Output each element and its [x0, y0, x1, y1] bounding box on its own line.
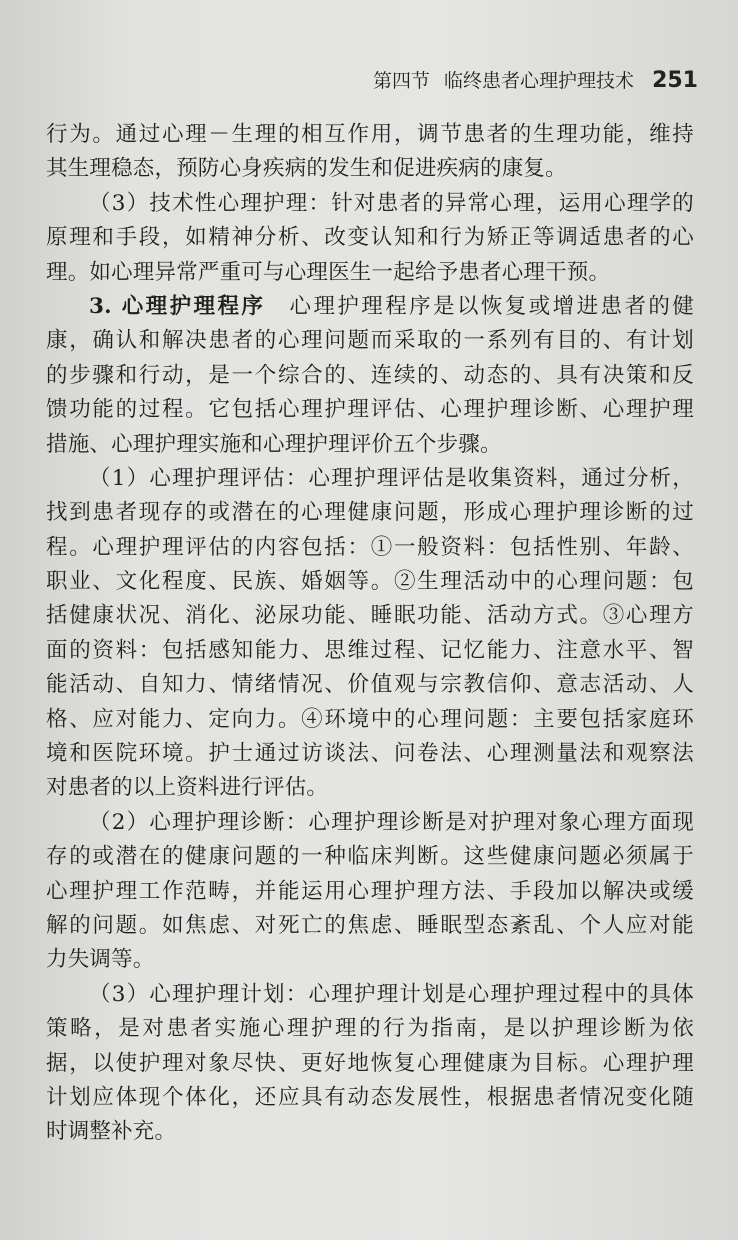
text-fragment: 心理护理程序是以恢复或增进患者的健: [287, 293, 694, 319]
text-line: （2）心理护理诊断：心理护理诊断是对护理对象心理方面现: [89, 809, 694, 835]
heading-line: [46, 290, 694, 324]
text-line: 职业、文化程度、民族、婚姻等。②生理活动中的心理问题：包: [46, 569, 694, 595]
text-line: 行为。通过心理－生理的相互作用，调节患者的生理功能，维持: [46, 122, 694, 147]
running-header: [373, 66, 698, 96]
text-line: 括健康状况、消化、泌尿功能、睡眠功能、活动方式。③心理方: [46, 603, 694, 629]
text-line: 康，确认和解决患者的心理问题而采取的一系列有目的、有计划: [46, 328, 694, 354]
section-label: 第四节: [373, 70, 431, 92]
text-line: 计划应体现个体化，还应具有动态发展性，根据患者情况变化随: [46, 1084, 694, 1110]
chapter-title: 临终患者心理护理技术: [444, 70, 635, 92]
text-line: 对患者的以上资料进行评估。: [46, 775, 329, 801]
text-line: 措施、心理护理实施和心理护理评价五个步骤。: [46, 431, 502, 457]
text-line: 存的或潜在的健康问题的一种临床判断。这些健康问题必须属于: [46, 844, 694, 870]
text-line: （3）技术性心理护理：针对患者的异常心理，运用心理学的: [89, 190, 694, 216]
text-line: 解的问题。如焦虑、对死亡的焦虑、睡眠型态紊乱、个人应对能: [46, 912, 694, 938]
text-line: 馈功能的过程。它包括心理护理评估、心理护理诊断、心理护理: [46, 397, 694, 423]
text-line: 理。如心理异常严重可与心理医生一起给予患者心理干预。: [46, 259, 611, 285]
text-line: 面的资料：包括感知能力、思维过程、记忆能力、注意水平、智: [46, 637, 694, 663]
text-line: 能活动、自知力、情绪情况、价值观与宗教信仰、意志活动、人: [46, 672, 694, 698]
text-line: 时调整补充。: [46, 1119, 177, 1145]
text-line: 程。心理护理评估的内容包括：①一般资料：包括性别、年龄、: [46, 534, 694, 560]
text-line: 的步骤和行动，是一个综合的、连续的、动态的、具有决策和反: [46, 362, 694, 388]
text-line: 找到患者现存的或潜在的心理健康问题，形成心理护理诊断的过: [46, 500, 694, 526]
text-line: 策略，是对患者实施心理护理的行为指南，是以护理诊断为依: [46, 1016, 694, 1042]
text-line: 心理护理工作范畴，并能运用心理护理方法、手段加以解决或缓: [46, 878, 694, 904]
text-line: （1）心理护理评估：心理护理评估是收集资料，通过分析，: [89, 465, 694, 491]
page-number: 251: [652, 68, 698, 93]
text-line: （3）心理护理计划：心理护理计划是心理护理过程中的具体: [89, 981, 694, 1007]
subheading-3: 3. 心理护理程序: [89, 293, 266, 319]
text-line: 其生理稳态，预防心身疾病的发生和促进疾病的康复。: [46, 156, 567, 182]
text-line: 据，以使护理对象尽快、更好地恢复心理健康为目标。心理护理: [46, 1050, 694, 1076]
body-text: [46, 118, 694, 1150]
text-line: 原理和手段，如精神分析、改变认知和行为矫正等调适患者的心: [46, 225, 694, 251]
text-line: 境和医院环境。护士通过访谈法、问卷法、心理测量法和观察法: [46, 741, 694, 767]
text-line: 格、应对能力、定向力。④环境中的心理问题：主要包括家庭环: [46, 706, 694, 732]
text-line: 力失调等。: [46, 947, 155, 973]
